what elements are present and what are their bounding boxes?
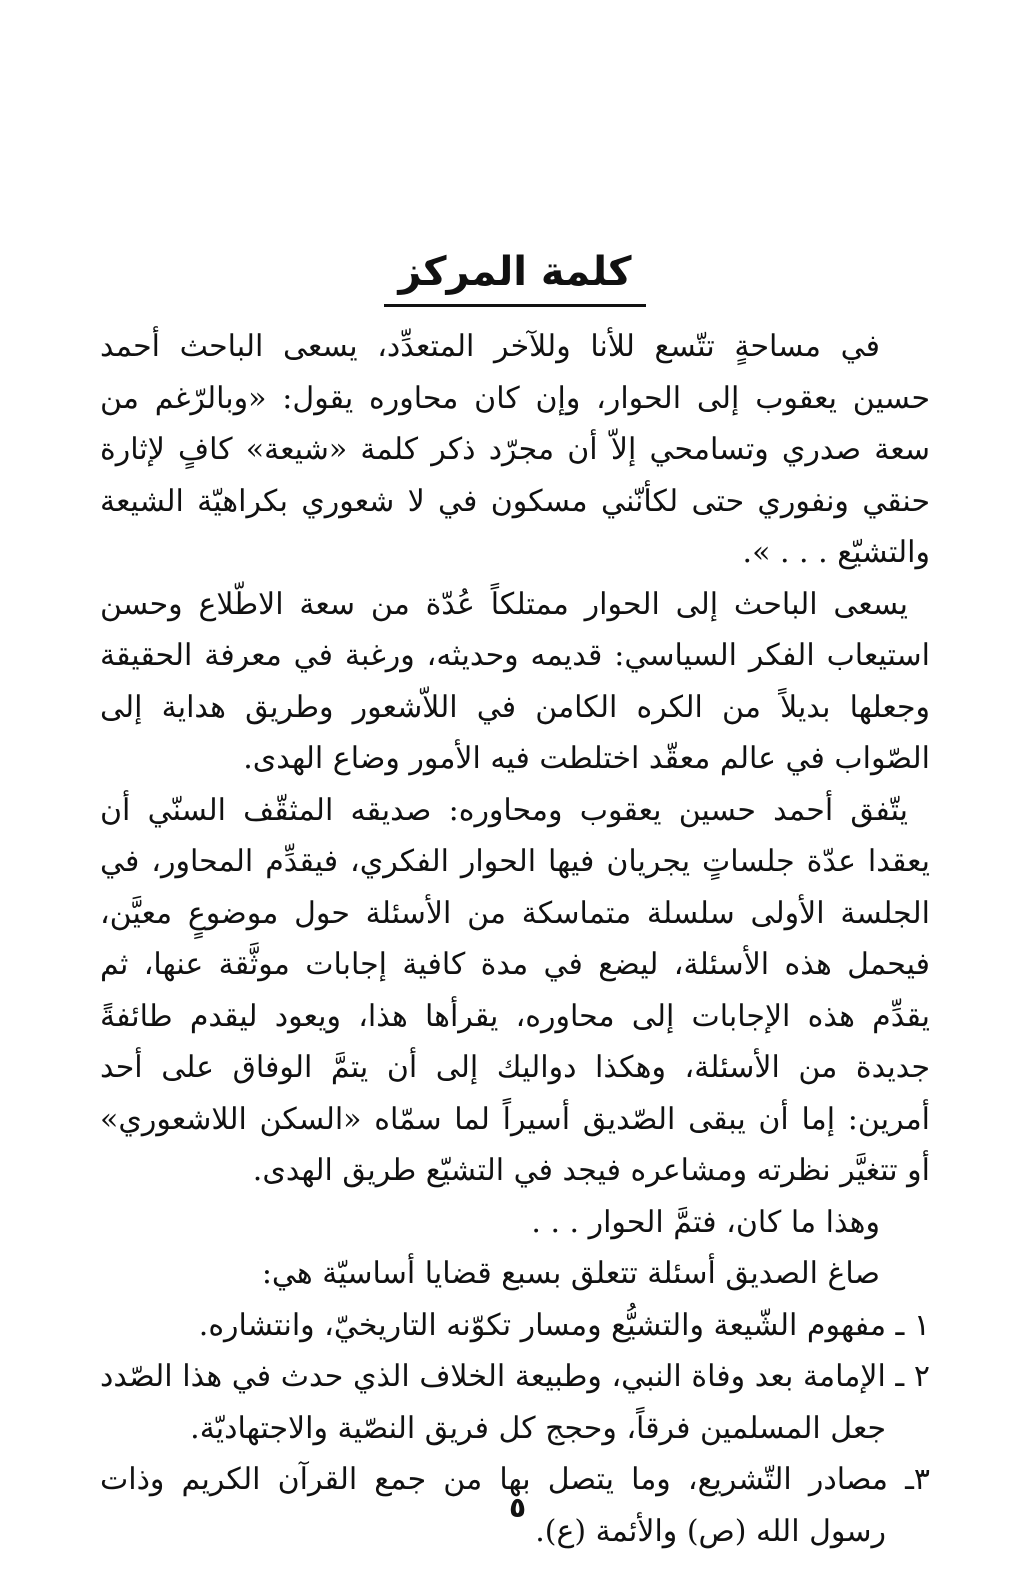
title-wrapper — [100, 240, 930, 307]
list-item-2: ٢ ـ الإمامة بعد وفاة النبي، وطبيعة الخلاف الذي حدث في هذا الصّدد جعل المسلمين فرقاً، وحجج كل فريق النصّية والاجتهاديّة. — [100, 1359, 930, 1446]
page-number: ٥ — [508, 1491, 527, 1524]
paragraph-3: يتّفق أحمد حسين يعقوب ومحاوره: صديقه المثقّف السنّي أن يعقدا عدّة جلساتٍ يجريان فيها الحوار الفكري، فيقدِّم المحاور، في الجلسة الأولى سلسلة متماسكة من الأسئلة حول موضوعٍ معيَّن، فيحمل هذه الأسئلة، ليضع في مدة كافية إجابات موثَّقة عنها، ثم يقدِّم هذه الإجابات إلى محاوره، يقرأها هذا، ويعود ليقدم طائفةً جديدة من الأسئلة، وهكذا دواليك إلى أن يتمَّ الوفاق على أحد أمرين: إما أن يبقى الصّديق أسيراً لما سمّاه «السكن اللاشعوري» أو تتغيَّر نظرته ومشاعره فيجد في التشيّع طريق الهدى. — [100, 792, 930, 1188]
list-item-1: ١ ـ مفهوم الشّيعة والتشيُّع ومسار تكوّنه التاريخيّ، وانتشاره. — [198, 1307, 930, 1343]
page-title: كلمة المركز — [384, 240, 645, 307]
paragraph-2: يسعى الباحث إلى الحوار ممتلكاً عُدّة من سعة الاطّلاع وحسن استيعاب الفكر السياسي: قديمه وحديثه، ورغبة في معرفة الحقيقة وجعلها بديلاً من الكره الكامن في اللاّشعور وطريق هداية إلى الصّواب في عالم معقّد اختلطت فيه الأمور وضاع الهدى. — [100, 586, 930, 776]
paragraph-4: وهذا ما كان، فتمَّ الحوار . . . — [531, 1204, 880, 1240]
page-body — [100, 240, 930, 1557]
paragraph-5: صاغ الصديق أسئلة تتعلق بسبع قضايا أساسيّة هي: — [261, 1256, 880, 1291]
list-item-3: ٣ـ مصادر التّشريع، وما يتصل بها من جمع القرآن الكريم وذات رسول الله (ص) والأئمة (ع). — [100, 1462, 930, 1549]
paragraph-1: في مساحةٍ تتّسع للأنا وللآخر المتعدِّد، يسعى الباحث أحمد حسين يعقوب إلى الحوار، وإن كان محاوره يقول: «وبالرّغم من سعة صدري وتسامحي إلاّ أن مجرّد ذكر كلمة «شيعة» كافٍ لإثارة حنقي ونفوري حتى لكأنّني مسكون في لا شعوري بكراهيّة الشيعة والتشيّع . . . ». — [100, 329, 930, 570]
